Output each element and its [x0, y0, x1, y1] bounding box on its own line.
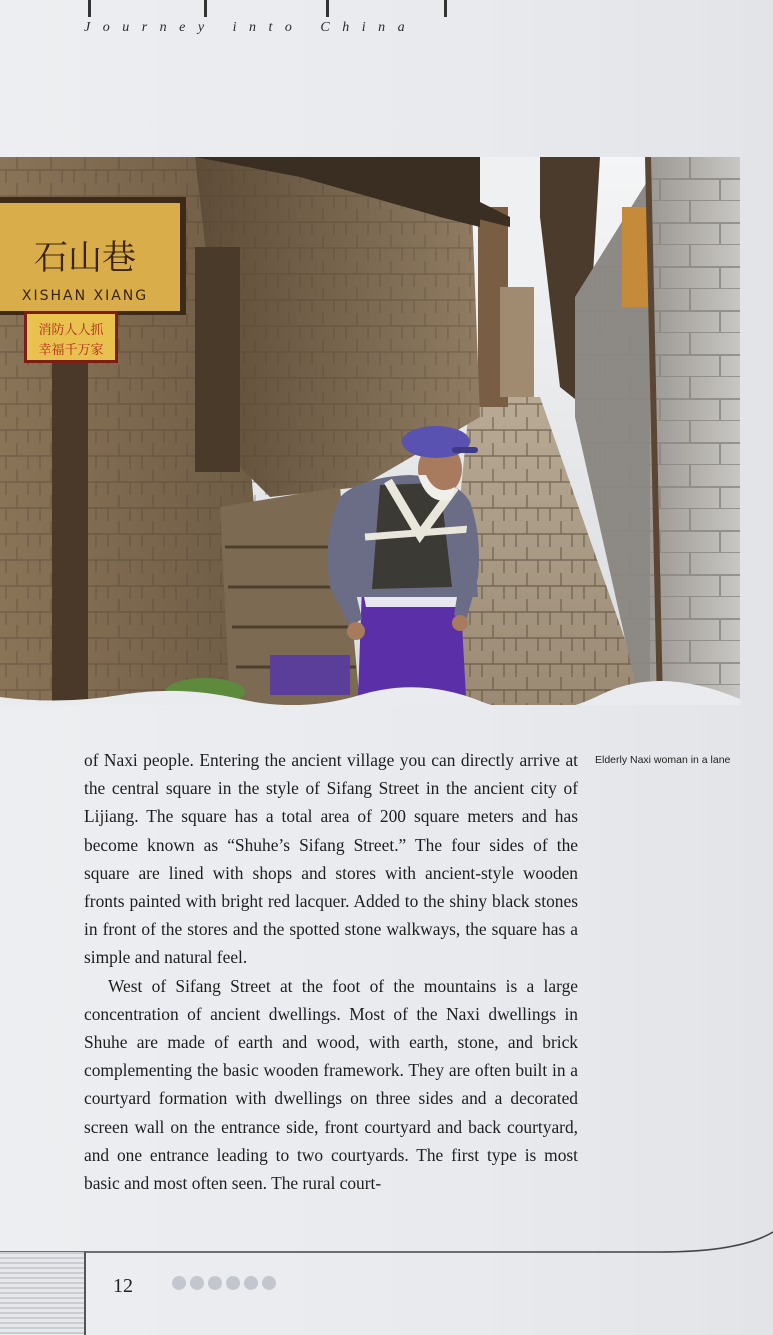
footer-dot — [226, 1276, 240, 1290]
body-paragraph-2: West of Sifang Street at the foot of the mountains is a large concentration of ancient dwellings. Most of the Naxi dwellings in Shuhe are made of earth and wood, with earth, stone, and brick complementing the basic wooden framework. They are often built in a courtyard formation with dwellings on three sides and a decorated screen wall on the entrance side, front courtyard and back courtyard, and one entrance leading to two courtyards. The first type is most basic and most often seen. The rural court- — [84, 975, 578, 1194]
footer-dot — [190, 1276, 204, 1290]
sign-main-chinese: 石山巷 — [34, 238, 136, 278]
sign-small-line1: 消防人人抓 — [38, 323, 104, 338]
footer-dots — [172, 1276, 280, 1295]
sign-main-pinyin: XISHAN XIANG — [21, 288, 149, 304]
footer-dot — [262, 1276, 276, 1290]
footer-rule — [84, 1252, 86, 1335]
footer-stripes — [0, 1252, 84, 1335]
footer-dot — [244, 1276, 258, 1290]
photo-naxi-woman-lane — [0, 157, 740, 705]
photo-illustration — [0, 157, 740, 705]
header-ticks — [0, 0, 773, 20]
running-head: Journey into China — [84, 20, 418, 35]
page-number: 12 — [113, 1275, 133, 1297]
header-tick — [444, 0, 447, 17]
body-text — [84, 746, 578, 1197]
footer-dot — [208, 1276, 222, 1290]
sign-small-line2: 幸福千万家 — [38, 343, 104, 358]
header-tick — [88, 0, 91, 17]
footer-dot — [172, 1276, 186, 1290]
body-paragraph-1: of Naxi people. Entering the ancient village you can directly arrive at the central square in the style of Sifang Street in the ancient city of Lijiang. The square has a total area of 200 square meters and has become known as “Shuhe’s Sifang Street.” The four sides of the square are lined with shops and stores with ancient-style wooden fronts painted with bright red lacquer. Added to the shiny black stones in front of the stores and the spotted stone walkways, the square has a simple and natural feel. — [84, 750, 578, 968]
header-tick — [204, 0, 207, 17]
header-tick — [326, 0, 329, 17]
photo-caption: Elderly Naxi woman in a lane — [595, 754, 731, 766]
footer-curve — [0, 1230, 773, 1260]
